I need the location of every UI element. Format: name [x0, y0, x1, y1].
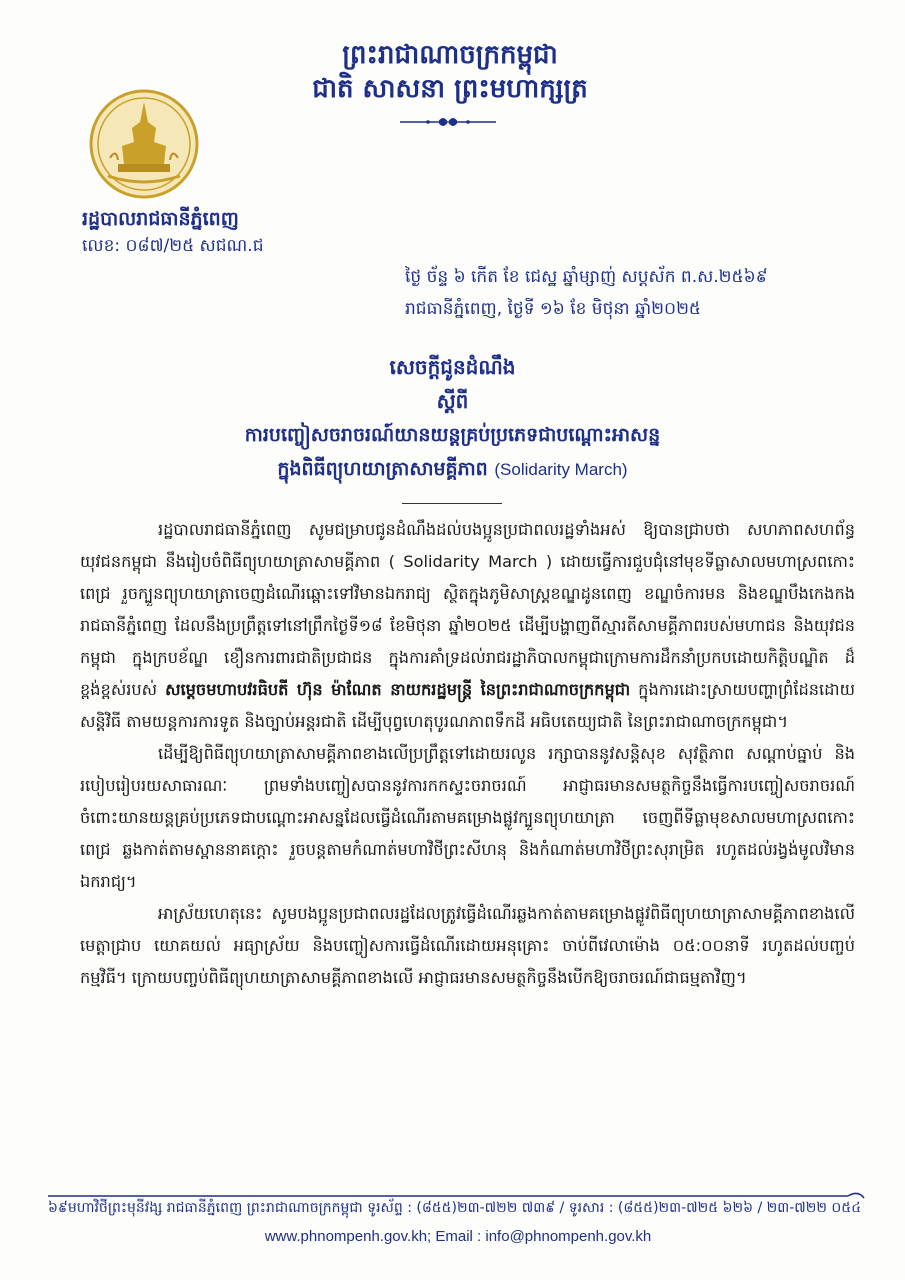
- kingdom-name: ព្រះរាជាណាចក្រកម្ពុជា: [342, 40, 558, 70]
- paragraph-3: អាស្រ័យហេតុនេះ សូមបងប្អូនប្រជាពលរដ្ឋដែលត្រូវធ្វើដំណើរឆ្លងកាត់តាមគម្រោងផ្លូវពិធីព្យុហយាត្រាសាមគ្គីភាពខាងលើមេត្តាជ្រាប យោគយល់ អធ្យាស្រ័យ និងបញ្ចៀសការធ្វើដំណើរដោយអនុគ្រោះ ចាប់ពីវេលាម៉ោង ០៥:០០នាទី រហូតដល់បញ្ចប់កម្មវិធី។ ក្រោយបញ្ចប់ពិធីព្យុហយាត្រាសាមគ្គីភាពខាងលើ អាជ្ញាធរមានសមត្ថកិច្ចនឹងបើកឱ្យចរាចរណ៍ជាធម្មតាវិញ។: [80, 904, 855, 987]
- footer-address-phone: ៦៩មហាវិថីព្រះមុនីវង្ស រាជធានីភ្នំពេញ ព្រះរាជាណាចក្រកម្ពុជា ទូរស័ព្ទ : (៨៥៥)២៣-៧២២ ៧៣៩ / ទូរសារ : (៨៥៥)២៣-៧២៥ ៦២៦ / ២៣-៧២២ ០៥៤: [48, 1200, 862, 1216]
- prime-minister-name: សម្តេចមហាបវរធិបតី ហ៊ុន ម៉ាណែត នាយករដ្ឋមន្ត្រី នៃព្រះរាជាណាចក្រកម្ពុជា: [165, 680, 631, 699]
- document-body: [80, 514, 855, 994]
- paragraph-2: ដើម្បីឱ្យពិធីព្យុហយាត្រាសាមគ្គីភាពខាងលើប្រព្រឹត្តទៅដោយរលូន រក្សាបាននូវសន្តិសុខ សុវត្ថិភាព សណ្តាប់ធ្នាប់ និងរបៀបរៀបរយសាធារណៈ ព្រមទាំងបញ្ចៀសបាននូវការកកស្ទះចរាចរណ៍ អាជ្ញាធរមានសមត្ថកិច្ចនឹងធ្វើការបញ្ចៀសចរាចរណ៍ចំពោះយានយន្តគ្រប់ប្រភេទជាបណ្តោះអាសន្នដែលធ្វើដំណើរតាមគម្រោងផ្លូវក្បួនព្យុហយាត្រា ចេញពីទីធ្លាមុខសាលមហាស្រពកោះពេជ្រ ឆ្លងកាត់តាមស្ពាននាគក្តោះ រួចបន្តតាមកំណាត់មហាវិថីព្រះសីហនុ និងកំណាត់មហាវិថីព្រះសុរាម្រិត រហូតដល់រង្វង់មូលវិមានឯករាជ្យ។: [80, 744, 855, 891]
- title-underline: [402, 503, 502, 504]
- subject-latin: (Solidarity March): [494, 460, 628, 479]
- kingdom-header: [300, 38, 600, 106]
- document-type: សេចក្តីជូនដំណឹង: [389, 355, 516, 379]
- paragraph-1-text-b: ក្នុងការដោះស្រាយបញ្ហាព្រំដែនដោយសន្តិវិធី តាមយន្តការការទូត និងច្បាប់អន្តរជាតិ ដើម្បីបុព្វហេតុបូរណភាពទឹកដី អធិបតេយ្យជាតិ នៃព្រះរាជាណាចក្រកម្ពុជា។: [80, 680, 855, 731]
- subject-line-2: [150, 452, 755, 487]
- city-seal-icon: [88, 88, 200, 200]
- reference-number: លេខ: ០៨៧/២៥ សជណ.ជ: [82, 236, 264, 256]
- ornament-divider-icon: [398, 112, 498, 132]
- document-title-block: [150, 350, 755, 487]
- paragraph-1-text-a: រដ្ឋបាលរាជធានីភ្នំពេញ សូមជម្រាបជូនដំណឹងដល់បងប្អូនប្រជាពលរដ្ឋទាំងអស់ ឱ្យបានជ្រាបថា សហភាពសហព័ន្ធយុវជនកម្ពុជា នឹងរៀបចំពិធីព្យុហយាត្រាសាមគ្គីភាព ( Solidarity March ) ដោយធ្វើការជួបជុំនៅមុខទីធ្លាសាលមហាស្រពកោះពេជ្រ រួចក្បួនព្យុហយាត្រាចេញដំណើរឆ្ពោះទៅវិមានឯករាជ្យ ស្ថិតក្នុងភូមិសាស្រ្តខណ្ឌដូនពេញ ខណ្ឌចំការមន និងខណ្ឌបឹងកេងកង រាជធានីភ្នំពេញ ដែលនឹងប្រព្រឹត្តទៅនៅព្រឹកថ្ងៃទី១៨ ខែមិថុនា ឆ្នាំ២០២៥ ដើម្បីបង្ហាញពីស្មារតីសាមគ្គីភាពរបស់មហាជន និងយុវជនកម្ពុជា ក្នុងក្របខ័ណ្ឌ ខឿនការពារជាតិប្រជាជន ក្នុងការគាំទ្រដល់រាជរដ្ឋាភិបាលកម្ពុជាក្រោមការដឹកនាំប្រកបដោយកិត្តិបណ្ឌិត ដ៏ខ្ពង់ខ្ពស់របស់: [80, 520, 855, 699]
- footer-web-email: www.phnompenh.gov.kh; Email : info@phnompenh.gov.kh: [264, 1228, 652, 1245]
- lunar-date: ថ្ងៃ ច័ន្ទ ៦ កើត ខែ ជេស្ឋ ឆ្នាំម្សាញ់ សប្តស័ក ព.ស.២៥៦៩: [405, 267, 768, 287]
- subject-khmer: ក្នុងពិធីព្យុហយាត្រាសាមគ្គីភាព: [277, 458, 488, 480]
- solar-date: រាជធានីភ្នំពេញ, ថ្ងៃទី ១៦ ខែ មិថុនា ឆ្នាំ២០២៥: [405, 299, 701, 319]
- paragraph-1: [80, 514, 855, 738]
- issuer-name: រដ្ឋបាលរាជធានីភ្នំពេញ: [82, 208, 239, 230]
- national-motto: ជាតិ សាសនា ព្រះមហាក្សត្រ: [312, 74, 588, 104]
- subject-line-1: ការបញ្ចៀសចរាចរណ៍យានយន្តគ្រប់ប្រភេទជាបណ្តោះអាសន្ន: [244, 424, 661, 446]
- title-about: ស្តីពី: [436, 389, 469, 413]
